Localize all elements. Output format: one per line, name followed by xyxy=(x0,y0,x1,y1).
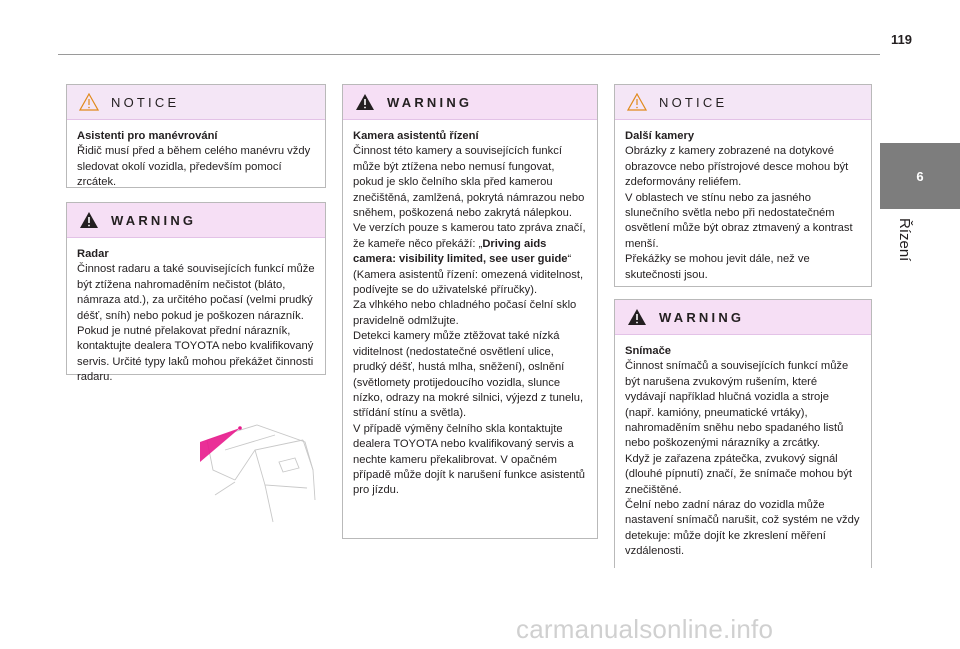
warning-body xyxy=(343,120,597,509)
column-3 xyxy=(614,84,872,568)
warning-body xyxy=(67,238,325,396)
warning-label: WARNING xyxy=(387,94,473,110)
warning-heading: Snímače xyxy=(625,345,672,357)
notice-box-other-cameras xyxy=(614,84,872,287)
warning-label: WARNING xyxy=(659,309,745,325)
warning-label: WARNING xyxy=(111,212,197,228)
page-number: 119 xyxy=(891,32,912,47)
warning-header xyxy=(615,300,871,335)
caution-triangle-outline-icon xyxy=(79,93,99,111)
chapter-number: 6 xyxy=(916,168,924,184)
notice-label: NOTICE xyxy=(659,94,728,110)
warning-paragraph: Činnost snímačů a souvisejících funkcí může být narušena zvukovým rušením, které vydávají například hlučná vozidla a stroje (např. kamióny, pneumatické vrtáky), nahromaděním sněhu nebo spadaného listů nebo poškozenými nárazníky a zrcátky. xyxy=(625,360,849,450)
notice-paragraph: Obrázky z kamery zobrazené na dotykové obrazovce nebo přístrojové desce mohou být zdeformovány reliéfem. xyxy=(625,145,849,189)
chapter-title: Řízení xyxy=(896,218,913,262)
notice-body xyxy=(67,120,325,201)
warning-paragraph: Pokud je nutné přelakovat přední nárazník, kontaktujte dealera TOYOTA nebo kvalifikovaný servis. Určité typy laků mohou překážet činnosti radaru. xyxy=(77,325,314,384)
warning-body xyxy=(615,335,871,570)
notice-paragraph: Překážky se mohou jevit dále, než ve skutečnosti jsou. xyxy=(625,253,810,281)
warning-box-sensors xyxy=(614,299,872,568)
warning-text: Ve verzích pouze s kamerou tato zpráva značí, že kameře něco překáží: „ xyxy=(353,222,586,250)
caution-triangle-outline-icon xyxy=(627,93,647,111)
notice-heading: Další kamery xyxy=(625,130,695,142)
warning-paragraph: V případě výměny čelního skla kontaktujte dealera TOYOTA nebo kvalifikovaný servis a nechte kameru překalibrovat. V opačném případě může dojít k narušení funkce asistentů pro jízdu. xyxy=(353,422,585,497)
header-rule xyxy=(58,54,880,55)
column-2 xyxy=(342,84,598,539)
warning-heading: Kamera asistentů řízení xyxy=(353,130,479,142)
warning-paragraph: Detekci kamery může ztěžovat také nízká viditelnost (nedostatečné osvětlení ulice, prudký déšť, hustá mlha, sněžení), oslnění (světlomety protijedoucího vozidla, slunce nízko, odrazy na mokré silnici, výjezd z tunelu, střídání stínu a světla). xyxy=(353,330,584,420)
camera-beam xyxy=(200,428,240,462)
warning-paragraph: Když je zařazena zpátečka, zvukový signál (dlouhé pípnutí) značí, že snímače mohou být znečištěné. xyxy=(625,452,852,496)
warning-triangle-filled-icon xyxy=(79,211,99,229)
warning-paragraph xyxy=(353,221,587,298)
notice-text: Řidič musí před a během celého manévru vždy sledovat okolí vozidla, především pomocí zrcátek. xyxy=(77,145,311,189)
notice-header xyxy=(615,85,871,120)
notice-heading: Asistenti pro manévrování xyxy=(77,130,218,142)
warning-box-radar xyxy=(66,202,326,384)
warning-triangle-filled-icon xyxy=(627,308,647,326)
camera-message: Driving aids camera: visibility limited, see user guide xyxy=(353,237,568,266)
notice-header xyxy=(67,85,325,120)
warning-box-camera xyxy=(342,84,598,539)
notice-paragraph: V oblastech ve stínu nebo za jasného slunečního světla nebo při nedostatečném osvětlení může být obraz ztmavený a kontrast menší. xyxy=(625,191,853,250)
chapter-tab[interactable] xyxy=(880,143,960,209)
notice-body xyxy=(615,120,871,293)
warning-paragraph: Čelní nebo zadní náraz do vozidla může nastavení snímačů narušit, což systém ne vždy detekuje: může dojít ke zkreslení měření vzdálenosti. xyxy=(625,499,860,558)
warning-header xyxy=(67,203,325,238)
warning-paragraph: Za vlhkého nebo chladného počasí čelní sklo pravidelně odmlžujte. xyxy=(353,299,577,327)
column-1 xyxy=(66,84,326,384)
notice-label: NOTICE xyxy=(111,94,180,110)
warning-triangle-filled-icon xyxy=(355,93,375,111)
warning-paragraph: Činnost této kamery a souvisejících funkcí může být ztížena nebo nemusí fungovat, pokud je sklo čelního skla před kamerou znečištěná, zamlžená, pokrytá námrazou nebo sněhem, poškozená nebo zakrytá nálepkou. xyxy=(353,145,585,220)
windshield-camera-illustration xyxy=(195,410,325,530)
watermark: carmanualsonline.info xyxy=(516,614,774,644)
warning-header xyxy=(343,85,597,120)
notice-box-maneuvering xyxy=(66,84,326,188)
warning-paragraph: Činnost radaru a také souvisejících funkcí může být ztížena nahromaděním nečistot (bláto, námraza atd.), za určitého počasí (velmi prudký déšť, sníh) nebo pokud je poškozen nárazník. xyxy=(77,263,315,322)
warning-text: “ (Kamera asistentů řízení: omezená viditelnost, podívejte se do uživatelské příručky). xyxy=(353,253,584,297)
warning-heading: Radar xyxy=(77,248,109,260)
